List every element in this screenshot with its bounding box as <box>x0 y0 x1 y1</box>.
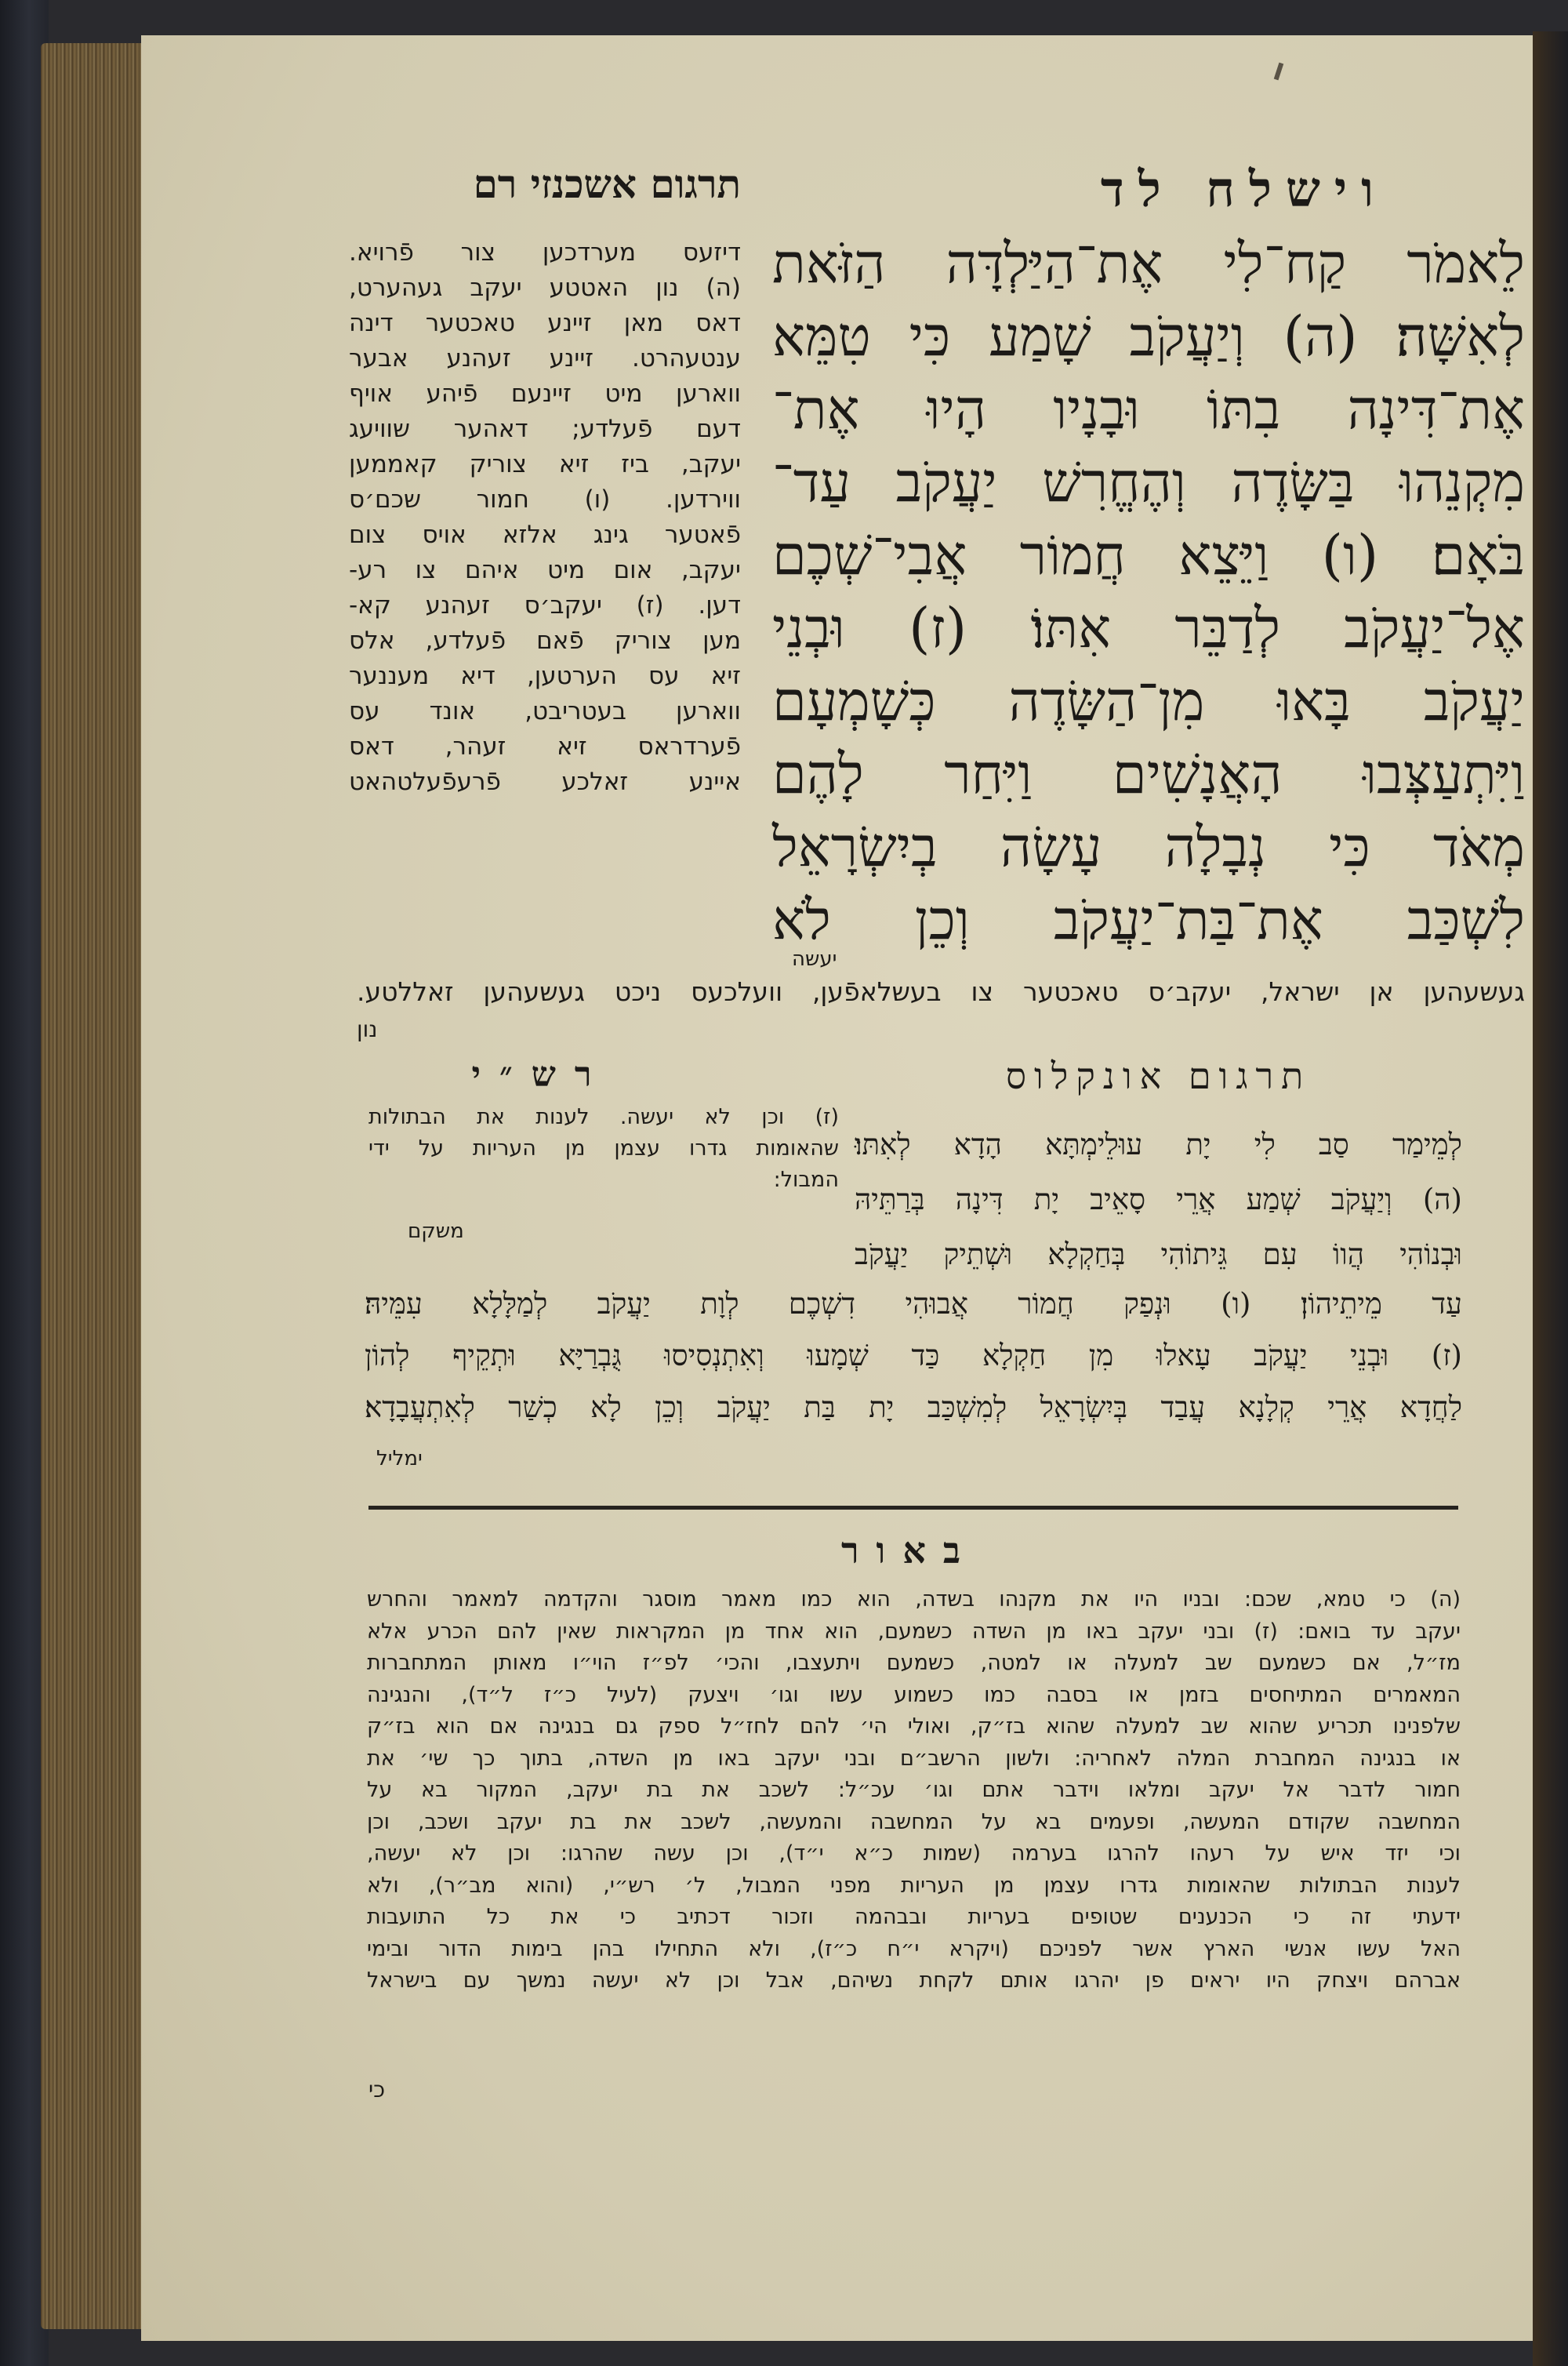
onkelos-line: (ז) וּבְנֵי יַעֲקֹב עָאלוּ מִן חַקְלָא כַּד שְׁמָעוּ וְאִתְנְסִיסוּ גֻּבְרַיָּא וּתְקֵיף לְהוֹן <box>365 1339 1462 1372</box>
beur-line: ידעתי זה כי הכנענים שטופים בעריות ובבהמה וזכור דכתיב כי את כל התועבות <box>367 1905 1461 1929</box>
onkelos-line: עַד מֵיתֵיהוֹן׃ (ו) וּנְפַק חֲמוֹר אֲבוּהִי דִשְׁכֶם לְוָת יַעֲקֹב לְמַלָּלָא עִמֵּיהּ׃ <box>365 1287 1462 1321</box>
onkelos-line: (ה) וְיַעֲקֹב שְׁמַע אֲרֵי סָאֵיב יָת דִּינָה בְּרַתֵּיהּ <box>855 1183 1462 1216</box>
beur-commentary <box>367 1584 1461 1997</box>
yiddish-translation-column <box>349 235 741 800</box>
yiddish-line: ווארען מיט זיינעם פֿיהע אויף <box>349 380 741 408</box>
yiddish-line: דען. (ז) יעקב׳ס זעהנע קא- <box>349 591 741 620</box>
page-edges <box>41 43 154 2329</box>
yiddish-line: דיזעס מערדכען צור פֿרויא. <box>349 238 741 267</box>
main-text-line: אֶל־יַעֲקֹב לְדַבֵּר אִתּוֹ׃ (ז) וּבְנֵי <box>772 596 1525 660</box>
beur-line: יעקב עד בואם: (ז) ובני יעקב באו מן השדה כשמעם, הוא אחד מן המקראות שאין להם הכרע אלא <box>367 1619 1461 1644</box>
book-gutter <box>1533 31 1568 2366</box>
onkelos-line: וּבְנוֹהִי הֲווֹ עִם גֵּיתוֹהִי בְּחַקְלָא וּשְׁתֵיק יַעֲקֹב <box>855 1238 1462 1271</box>
yiddish-line: זיא עס הערטען, דיא מעננער <box>349 662 741 690</box>
section-divider <box>368 1506 1458 1510</box>
onkelos-line: לַחֲדָא אֲרֵי קְלָנָא עֲבַד בְּיִשְׂרָאֵל לְמִשְׁכַּב יָת בַּת יַעֲקֹב וְכֵן לָא כְשַׁר לְאִתְעֲבָדָא׃ <box>365 1390 1462 1424</box>
beur-line: שלפנינו תכריע שהוא שב למעלה שהוא בז״ק, ואולי הי׳ להם לחז״ל ספק גם בנגינה אם הוא בז״ק <box>367 1714 1461 1739</box>
main-text-line: מְאֹד כִּי נְבָלָה עָשָׂה בְיִשְׂרָאֵל <box>772 815 1525 879</box>
rashi-line: שהאומות גדרו עצמן מן העריות על ידי <box>368 1136 839 1161</box>
rashi-header: רש״י <box>471 1055 611 1095</box>
yiddish-line: ענטעהרט. זיינע זעהנע אבער <box>349 344 741 373</box>
beur-line: או בנגינה המחברת המלה לאחריה: ולשון הרשב״ם ובני יעקב באו מן השדה, בתוך כך שי׳ את <box>367 1746 1461 1771</box>
main-text-line: מִקְנֵהוּ בַּשָּׂדֶה וְהֶחֱרִשׁ יַעֲקֹב עַד־ <box>772 450 1525 514</box>
rashi-line: המבול: <box>773 1168 839 1192</box>
rashi-commentary <box>368 1102 839 1196</box>
rashi-line: (ז) וכן לא יעשה. לענות את הבתולות <box>368 1105 839 1129</box>
yiddish-line: ווירדען. (ו) חמור שכם׳ס <box>349 485 741 514</box>
onkelos-catchword: ימליל <box>376 1447 423 1470</box>
yiddish-line: מען צוריק פֿאם פֿעלדע, אלס <box>349 627 741 655</box>
beur-header: באור <box>840 1529 978 1572</box>
yiddish-line: דאס מאן זיינע טאכטער דינה <box>349 309 741 337</box>
parsha-header: וישלח לד <box>1100 161 1388 218</box>
beur-line: וכי יזד איש על רעהו להרגו בערמה (שמות כ״א י״ד), וכן עשה שהרגו: וכן לא יעשה, <box>367 1841 1461 1866</box>
yiddish-line: פֿאטער גינג אלזא אויס צום <box>349 521 741 549</box>
yiddish-catchword: נון <box>357 1016 378 1042</box>
beur-line: לענות הבתולות שהאומות גדרו עצמן מן העריות מפני המבול, ל׳ רש״י, (והוא מב״ר), ולא <box>367 1873 1461 1898</box>
yiddish-line: פֿערדראס זיא זעהר, דאס <box>349 732 741 761</box>
beur-line: (ה) כי טמא, שכם: ובניו היו את מקנהו בשדה, הוא כמו מאמר מוסגר והקדמה למאמר והחרש <box>367 1587 1461 1612</box>
beur-line: חמור לדבר אל יעקב ומלאו וידבר אתם וגו׳ עכ״ל: לשכב את בת יעקב, המקור בא על <box>367 1778 1461 1802</box>
main-text-line: לִשְׁכַּב אֶת־בַּת־יַעֲקֹב וְכֵן לֹא <box>772 888 1525 952</box>
yiddish-line: יעקב, ביז זיא צוריק קאממען <box>349 450 741 478</box>
beur-catchword: כי <box>368 2077 386 2103</box>
main-text-line: אֶת־דִּינָה בִתּוֹ וּבָנָיו הָיוּ אֶת־ <box>772 377 1525 442</box>
yiddish-translation-header: תרגום אשכנזי רם <box>473 161 741 207</box>
yiddish-full-width-line: געשעהען אן ישראל, יעקב׳ס טאכטער צו בעשלאפֿען, וועלכעס ניכט געשעהען זאללטע. <box>357 976 1525 1007</box>
onkelos-translation-full <box>365 1278 1462 1434</box>
main-text-line: לְאִשָּׁה׃ (ה) וְיַעֲקֹב שָׁמַע כִּי טִמֵּא <box>772 304 1525 369</box>
yiddish-line: יעקב, אום מיט איהם צו רע- <box>349 556 741 584</box>
beur-line: מז״ל, אם כשמעם שב למעלה או למטה, כשמעם ויתעצבו, והכי׳ לפ״ז הוי״ו מאותן המתחברות <box>367 1651 1461 1675</box>
main-text-line: בֹּאָם׃ (ו) וַיֵּצֵא חֲמוֹר אֲבִי־שְׁכֶם <box>772 523 1525 587</box>
yiddish-line: ווארען בעטריבט, אונד עס <box>349 697 741 725</box>
beur-line: אברהם ויצחק היו יראים פן יהרגו אותם לקחת נשיהם, אבל וכן לא יעשה נמשך עם בישראל <box>367 1968 1461 1993</box>
beur-line: המאמרים המתיחסים בזמן או בסבה כמו כשמוע עשו וגו׳ ויצעק (לעיל כ״ז ל״ד), והנגינה <box>367 1682 1461 1707</box>
main-text-line: יַעֲקֹב בָּאוּ מִן־הַשָּׂדֶה כְּשָׁמְעָם <box>772 669 1525 733</box>
onkelos-header: תרגום אונקלוס <box>1005 1055 1312 1097</box>
main-text-line: וַיִּתְעַצְּבוּ הָאֲנָשִׁים וַיִּחַר לָהֶם <box>772 742 1525 806</box>
main-text-catchword: יעשה <box>792 947 837 971</box>
onkelos-translation <box>855 1118 1462 1282</box>
main-torah-text <box>772 227 1525 957</box>
rashi-catchword: משקם <box>408 1219 464 1243</box>
yiddish-line: (ה) נון האטטע יעקב געהערט, <box>349 274 741 302</box>
beur-line: המחשבה שקודם המעשה, ופעמים בא על המחשבה והמעשה, לשכב את בת יעקב ושכב, וכן <box>367 1809 1461 1834</box>
yiddish-line: דעם פֿעלדע; דאהער שוויעג <box>349 415 741 443</box>
beur-line: האל עשו אנשי הארץ אשר לפניכם (ויקרא י״ח כ״ז), ולא התחילו בהן בימות הדור ובימי <box>367 1936 1461 1961</box>
onkelos-line: לְמֵימַר סַב לִי יָת עוּלֵימְתָּא הָדָא לְאִתּוּ׃ <box>855 1128 1462 1161</box>
yiddish-line: איינע זאלכע פֿרעפֿעלטהאט <box>349 768 741 796</box>
main-text-line: לֵאמֹר קַח־לִי אֶת־הַיַּלְדָּה הַזֹּאת <box>772 231 1525 296</box>
